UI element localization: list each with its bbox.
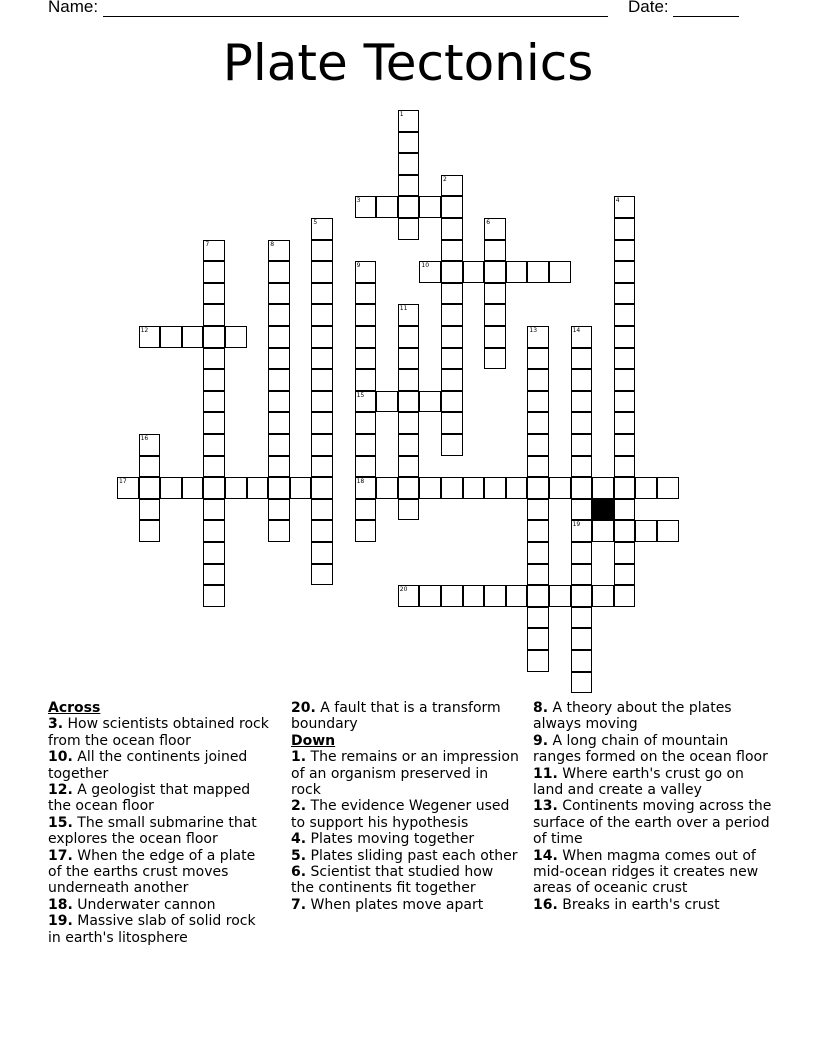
down-heading: Down xyxy=(291,732,336,749)
crossword-cell[interactable] xyxy=(635,520,657,542)
down-clue xyxy=(291,848,519,864)
crossword-cell[interactable] xyxy=(398,326,420,348)
crossword-cell[interactable] xyxy=(203,326,225,348)
crossword-cell[interactable] xyxy=(592,477,614,499)
clue-number: 3. xyxy=(48,716,64,733)
clue-number: 1. xyxy=(291,749,307,766)
clue-number-label: 12 xyxy=(140,327,149,334)
crossword-cell[interactable] xyxy=(441,304,463,326)
crossword-cell[interactable] xyxy=(311,348,333,370)
crossword-cell[interactable] xyxy=(311,326,333,348)
crossword-cell[interactable] xyxy=(441,369,463,391)
clue-number: 6. xyxy=(291,864,307,881)
crossword-cell[interactable] xyxy=(441,326,463,348)
clue-number-label: 3 xyxy=(356,197,361,205)
crossword-cell[interactable] xyxy=(398,369,420,391)
clue-text: Breaks in earth's crust xyxy=(562,896,720,913)
crossword-cell[interactable] xyxy=(268,412,290,434)
clue-text: When the edge of a plate of the earths crust moves underneath another xyxy=(48,847,256,897)
crossword-cell[interactable] xyxy=(355,391,377,413)
crossword-cell[interactable] xyxy=(614,542,636,564)
crossword-cell[interactable] xyxy=(527,412,549,434)
clue-text: Massive slab of solid rock in earth's litosphere xyxy=(48,913,256,946)
clue-number-label: 8 xyxy=(270,240,275,248)
crossword-cell[interactable] xyxy=(614,434,636,456)
clues-column-2 xyxy=(291,700,519,913)
crossword-cell[interactable] xyxy=(527,261,549,283)
crossword-cell[interactable] xyxy=(311,218,333,240)
clue-number: 11. xyxy=(533,765,558,782)
crossword-cell[interactable] xyxy=(441,175,463,197)
clue-text: When magma comes out of mid-ocean ridges it creates new areas of oceanic crust xyxy=(533,847,759,897)
crossword-cell[interactable] xyxy=(463,477,485,499)
crossword-cell[interactable] xyxy=(268,326,290,348)
clue-number-label: 16 xyxy=(140,435,149,442)
crossword-cell[interactable] xyxy=(117,477,139,499)
crossword-cell[interactable] xyxy=(398,391,420,413)
crossword-cell[interactable] xyxy=(355,196,377,218)
clue-number-label: 10 xyxy=(421,262,430,270)
crossword-cell[interactable] xyxy=(311,434,333,456)
clue-number: 14. xyxy=(533,847,558,864)
clue-text: The small submarine that explores the ocean floor xyxy=(48,814,257,848)
crossword-cell[interactable] xyxy=(268,434,290,456)
crossword-cell[interactable] xyxy=(571,628,593,650)
crossword-cell[interactable] xyxy=(355,477,377,499)
crossword-cell[interactable] xyxy=(571,477,593,499)
down-clue xyxy=(291,831,519,847)
down-clue xyxy=(291,897,519,913)
crossword-cell[interactable] xyxy=(139,499,161,521)
crossword-cell[interactable] xyxy=(355,499,377,521)
across-clue xyxy=(48,716,270,749)
down-clue xyxy=(533,733,773,766)
crossword-cell[interactable] xyxy=(311,542,333,564)
crossword-cell[interactable] xyxy=(203,369,225,391)
crossword-cell[interactable] xyxy=(160,326,182,348)
crossword-cell[interactable] xyxy=(268,240,290,262)
crossword-cell[interactable] xyxy=(311,369,333,391)
crossword-cell[interactable] xyxy=(484,348,506,370)
crossword-cell[interactable] xyxy=(355,283,377,305)
crossword-cell[interactable] xyxy=(203,348,225,370)
crossword-cell[interactable] xyxy=(484,261,506,283)
crossword-cell[interactable] xyxy=(355,261,377,283)
down-clue xyxy=(533,848,773,897)
crossword-cell[interactable] xyxy=(527,564,549,586)
clues-column-3 xyxy=(533,700,773,913)
crossword-cell[interactable] xyxy=(225,477,247,499)
crossword-cell[interactable] xyxy=(311,391,333,413)
across-clue xyxy=(48,749,270,782)
crossword-cell[interactable] xyxy=(203,585,225,607)
crossword-cell[interactable] xyxy=(614,240,636,262)
crossword-cell[interactable] xyxy=(268,456,290,478)
crossword-cell[interactable] xyxy=(549,261,571,283)
clue-number-label: 4 xyxy=(615,197,620,205)
across-clue xyxy=(48,897,270,913)
clue-text: Continents moving across the surface of the earth over a period of time xyxy=(533,798,772,848)
crossword-cell[interactable] xyxy=(527,520,549,542)
down-clue xyxy=(291,864,519,897)
crossword-cell[interactable] xyxy=(355,456,377,478)
crossword-cell[interactable] xyxy=(268,304,290,326)
crossword-cell[interactable] xyxy=(376,391,398,413)
clue-number: 12. xyxy=(48,782,73,799)
crossword-cell[interactable] xyxy=(311,412,333,434)
crossword-cell[interactable] xyxy=(311,261,333,283)
crossword-cell[interactable] xyxy=(527,628,549,650)
crossword-cell[interactable] xyxy=(139,434,161,456)
crossword-cell[interactable] xyxy=(614,348,636,370)
crossword-cell[interactable] xyxy=(398,196,420,218)
crossword-cell[interactable] xyxy=(571,672,593,694)
crossword-cell[interactable] xyxy=(398,412,420,434)
crossword-cell[interactable] xyxy=(203,499,225,521)
crossword-cell[interactable] xyxy=(247,477,269,499)
crossword-cell[interactable] xyxy=(203,240,225,262)
clue-number-label: 9 xyxy=(356,262,361,270)
crossword-cell[interactable] xyxy=(441,477,463,499)
clue-number: 15. xyxy=(48,814,73,831)
across-clue xyxy=(291,700,519,733)
crossword-cell[interactable] xyxy=(527,391,549,413)
crossword-cell[interactable] xyxy=(484,585,506,607)
clue-number-label: 17 xyxy=(119,478,127,486)
crossword-cell[interactable] xyxy=(268,283,290,305)
crossword-cell[interactable] xyxy=(571,434,593,456)
crossword-cell[interactable] xyxy=(268,369,290,391)
crossword-cell[interactable] xyxy=(139,326,161,348)
crossword-cell[interactable] xyxy=(614,369,636,391)
crossword-cell[interactable] xyxy=(311,283,333,305)
crossword-cell[interactable] xyxy=(311,240,333,262)
crossword-cell[interactable] xyxy=(268,261,290,283)
crossword-cell[interactable] xyxy=(527,434,549,456)
crossword-cell[interactable] xyxy=(419,391,441,413)
crossword-cell[interactable] xyxy=(549,585,571,607)
crossword-cell[interactable] xyxy=(311,477,333,499)
crossword-cell[interactable] xyxy=(527,477,549,499)
clue-number: 16. xyxy=(533,896,558,913)
date-label: Date: xyxy=(628,0,674,16)
crossword-cell[interactable] xyxy=(614,520,636,542)
crossword-cell[interactable] xyxy=(398,304,420,326)
crossword-cell[interactable] xyxy=(484,304,506,326)
crossword-cell[interactable] xyxy=(355,304,377,326)
clue-number-label: 2 xyxy=(443,175,447,183)
crossword-cell[interactable] xyxy=(527,326,549,348)
crossword-cell[interactable] xyxy=(635,477,657,499)
crossword-cell[interactable] xyxy=(506,585,528,607)
crossword-cell[interactable] xyxy=(419,196,441,218)
clue-number-label: 15 xyxy=(356,391,365,399)
crossword-cell[interactable] xyxy=(527,369,549,391)
clue-text: A geologist that mapped the ocean floor xyxy=(48,782,251,815)
crossword-cell[interactable] xyxy=(549,477,571,499)
crossword-cell[interactable] xyxy=(614,391,636,413)
crossword-cell[interactable] xyxy=(657,520,679,542)
crossword-cell[interactable] xyxy=(355,348,377,370)
crossword-cell[interactable] xyxy=(398,434,420,456)
crossword-cell[interactable] xyxy=(139,477,161,499)
crossword-cell[interactable] xyxy=(182,326,204,348)
clues-column-1 xyxy=(48,700,270,946)
crossword-cell[interactable] xyxy=(571,391,593,413)
clue-text: A long chain of mountain ranges formed on the ocean floor xyxy=(533,732,768,766)
crossword-cell[interactable] xyxy=(225,326,247,348)
crossword-cell[interactable] xyxy=(268,391,290,413)
crossword-cell[interactable] xyxy=(203,283,225,305)
clue-number-label: 11 xyxy=(399,305,408,313)
crossword-cell[interactable] xyxy=(592,585,614,607)
clue-number: 5. xyxy=(291,847,307,864)
crossword-cell[interactable] xyxy=(441,391,463,413)
crossword-cell[interactable] xyxy=(398,110,420,132)
clue-number: 18. xyxy=(48,896,73,913)
crossword-cell[interactable] xyxy=(614,412,636,434)
crossword-cell[interactable] xyxy=(571,542,593,564)
crossword-cell[interactable] xyxy=(398,477,420,499)
clue-text: Plates moving together xyxy=(310,831,475,848)
clue-text: Scientist that studied how the continents fit together xyxy=(291,864,494,897)
crossword-cell[interactable] xyxy=(614,564,636,586)
crossword-cell[interactable] xyxy=(160,477,182,499)
crossword-cell[interactable] xyxy=(463,261,485,283)
crossword-cell[interactable] xyxy=(441,348,463,370)
crossword-cell[interactable] xyxy=(571,585,593,607)
clue-number-label: 13 xyxy=(529,327,538,334)
name-label: Name: xyxy=(48,0,103,16)
down-clue xyxy=(533,766,773,799)
crossword-cell[interactable] xyxy=(268,520,290,542)
clue-number: 20. xyxy=(291,700,316,716)
crossword-cell[interactable] xyxy=(398,218,420,240)
crossword-cell[interactable] xyxy=(527,607,549,629)
clue-number-label: 18 xyxy=(356,478,365,486)
down-clue xyxy=(533,897,773,913)
crossword-cell[interactable] xyxy=(571,369,593,391)
crossword-cell[interactable] xyxy=(268,477,290,499)
crossword-cell[interactable] xyxy=(290,477,312,499)
crossword-cell[interactable] xyxy=(441,261,463,283)
crossword-cell[interactable] xyxy=(614,261,636,283)
crossword-cell[interactable] xyxy=(463,585,485,607)
crossword-cell[interactable] xyxy=(355,326,377,348)
crossword-cell[interactable] xyxy=(419,261,441,283)
clue-text: The remains or an impression of an organism preserved in rock xyxy=(291,749,519,799)
clue-number: 19. xyxy=(48,913,73,930)
crossword-cell[interactable] xyxy=(203,542,225,564)
crossword-cell[interactable] xyxy=(571,564,593,586)
crossword-cell[interactable] xyxy=(203,412,225,434)
crossword-cell[interactable] xyxy=(614,326,636,348)
across-heading: Across xyxy=(48,700,101,716)
crossword-cell[interactable] xyxy=(398,132,420,154)
crossword-cell[interactable] xyxy=(527,348,549,370)
crossword-cell[interactable] xyxy=(571,607,593,629)
clue-number: 8. xyxy=(533,700,549,716)
crossword-cell[interactable] xyxy=(484,477,506,499)
crossword-cell[interactable] xyxy=(311,520,333,542)
crossword-cell[interactable] xyxy=(355,369,377,391)
down-clue xyxy=(533,798,773,847)
crossword-cell[interactable] xyxy=(441,412,463,434)
crossword-cell[interactable] xyxy=(571,499,593,521)
clue-number-label: 6 xyxy=(486,219,491,226)
clue-text: When plates move apart xyxy=(310,896,484,913)
crossword-cell[interactable] xyxy=(571,650,593,672)
crossword-cell[interactable] xyxy=(139,456,161,478)
crossword-cell[interactable] xyxy=(657,477,679,499)
crossword-cell[interactable] xyxy=(506,477,528,499)
crossword-cell[interactable] xyxy=(441,434,463,456)
crossword-cell[interactable] xyxy=(419,477,441,499)
crossword-cell[interactable] xyxy=(203,261,225,283)
crossword-cell[interactable] xyxy=(484,218,506,240)
crossword-cell[interactable] xyxy=(398,175,420,197)
crossword-cell[interactable] xyxy=(484,283,506,305)
crossword-cell[interactable] xyxy=(311,499,333,521)
clue-text: How scientists obtained rock from the ocean floor xyxy=(48,716,269,749)
page-title: Plate Tectonics xyxy=(222,34,594,92)
crossword-cell[interactable] xyxy=(614,499,636,521)
clue-number: 9. xyxy=(533,732,549,749)
clue-number-label: 19 xyxy=(572,521,581,529)
down-clue xyxy=(291,749,519,798)
clue-number: 7. xyxy=(291,896,307,913)
crossword-cell[interactable] xyxy=(441,585,463,607)
clue-number: 10. xyxy=(48,749,73,766)
crossword-cell[interactable] xyxy=(398,499,420,521)
clue-text: All the continents joined together xyxy=(48,749,248,782)
down-clue xyxy=(533,700,773,733)
crossword-cell[interactable] xyxy=(614,585,636,607)
crossword-cell[interactable] xyxy=(484,240,506,262)
crossword-cell[interactable] xyxy=(398,456,420,478)
clue-text: A theory about the plates always moving xyxy=(533,700,732,733)
crossword-cell[interactable] xyxy=(614,456,636,478)
crossword-cell[interactable] xyxy=(203,391,225,413)
crossword-cell[interactable] xyxy=(592,520,614,542)
crossword-cell[interactable] xyxy=(571,326,593,348)
across-clue xyxy=(48,913,270,946)
crossword-cell[interactable] xyxy=(506,261,528,283)
clue-text: The evidence Wegener used to support his hypothesis xyxy=(291,798,510,831)
crossword-cell[interactable] xyxy=(527,499,549,521)
crossword-cell[interactable] xyxy=(203,456,225,478)
crossword-cell[interactable] xyxy=(614,477,636,499)
across-clue xyxy=(48,815,270,848)
clue-number-label: 5 xyxy=(313,219,318,226)
crossword-cell[interactable] xyxy=(355,520,377,542)
clue-text: A fault that is a transform boundary xyxy=(291,700,501,733)
crossword-cell[interactable] xyxy=(614,196,636,218)
crossword-cell[interactable] xyxy=(398,585,420,607)
clue-text: Underwater cannon xyxy=(77,896,216,913)
crossword-cell[interactable] xyxy=(355,412,377,434)
clue-text: Plates sliding past each other xyxy=(310,847,518,864)
crossword-cell[interactable] xyxy=(527,650,549,672)
clue-number: 17. xyxy=(48,847,73,864)
clue-number-label: 14 xyxy=(572,327,581,334)
crossword-cell[interactable] xyxy=(441,218,463,240)
across-clue xyxy=(48,848,270,897)
crossword-cell[interactable] xyxy=(182,477,204,499)
crossword-cell[interactable] xyxy=(614,218,636,240)
across-clue xyxy=(48,782,270,815)
crossword-cell[interactable] xyxy=(203,434,225,456)
crossword-cell[interactable] xyxy=(376,196,398,218)
crossword-cell[interactable] xyxy=(268,499,290,521)
crossword-cell[interactable] xyxy=(203,564,225,586)
crossword-cell[interactable] xyxy=(614,283,636,305)
down-clue xyxy=(291,798,519,831)
crossword-cell[interactable] xyxy=(311,456,333,478)
crossword-cell[interactable] xyxy=(527,456,549,478)
crossword-cell[interactable] xyxy=(441,240,463,262)
crossword-cell[interactable] xyxy=(203,520,225,542)
clue-number: 2. xyxy=(291,798,307,815)
crossword-cell[interactable] xyxy=(419,585,441,607)
crossword-cell[interactable] xyxy=(484,326,506,348)
crossword-cell[interactable] xyxy=(571,520,593,542)
crossword-cell[interactable] xyxy=(203,477,225,499)
crossword-cell[interactable] xyxy=(355,434,377,456)
crossword-cell[interactable] xyxy=(571,412,593,434)
crossword-cell[interactable] xyxy=(268,348,290,370)
crossword-cell[interactable] xyxy=(614,304,636,326)
clue-number: 13. xyxy=(533,798,558,815)
clue-text: Where earth's crust go on land and create a valley xyxy=(533,765,744,799)
crossword-cell[interactable] xyxy=(311,564,333,586)
crossword-cell[interactable] xyxy=(571,456,593,478)
clue-number-label: 1 xyxy=(399,111,404,118)
crossword-cell[interactable] xyxy=(441,196,463,218)
crossword-cell[interactable] xyxy=(376,477,398,499)
crossword-cell[interactable] xyxy=(139,520,161,542)
crossword-cell[interactable] xyxy=(441,283,463,305)
clue-number-label: 7 xyxy=(205,240,210,248)
black-square xyxy=(592,499,614,521)
crossword-cell[interactable] xyxy=(527,585,549,607)
crossword-cell[interactable] xyxy=(571,348,593,370)
crossword-cell[interactable] xyxy=(527,542,549,564)
crossword-cell[interactable] xyxy=(311,304,333,326)
crossword-cell[interactable] xyxy=(398,153,420,175)
crossword-cell[interactable] xyxy=(398,348,420,370)
crossword-cell[interactable] xyxy=(203,304,225,326)
clue-number-label: 20 xyxy=(399,586,408,594)
clue-number: 4. xyxy=(291,831,307,848)
